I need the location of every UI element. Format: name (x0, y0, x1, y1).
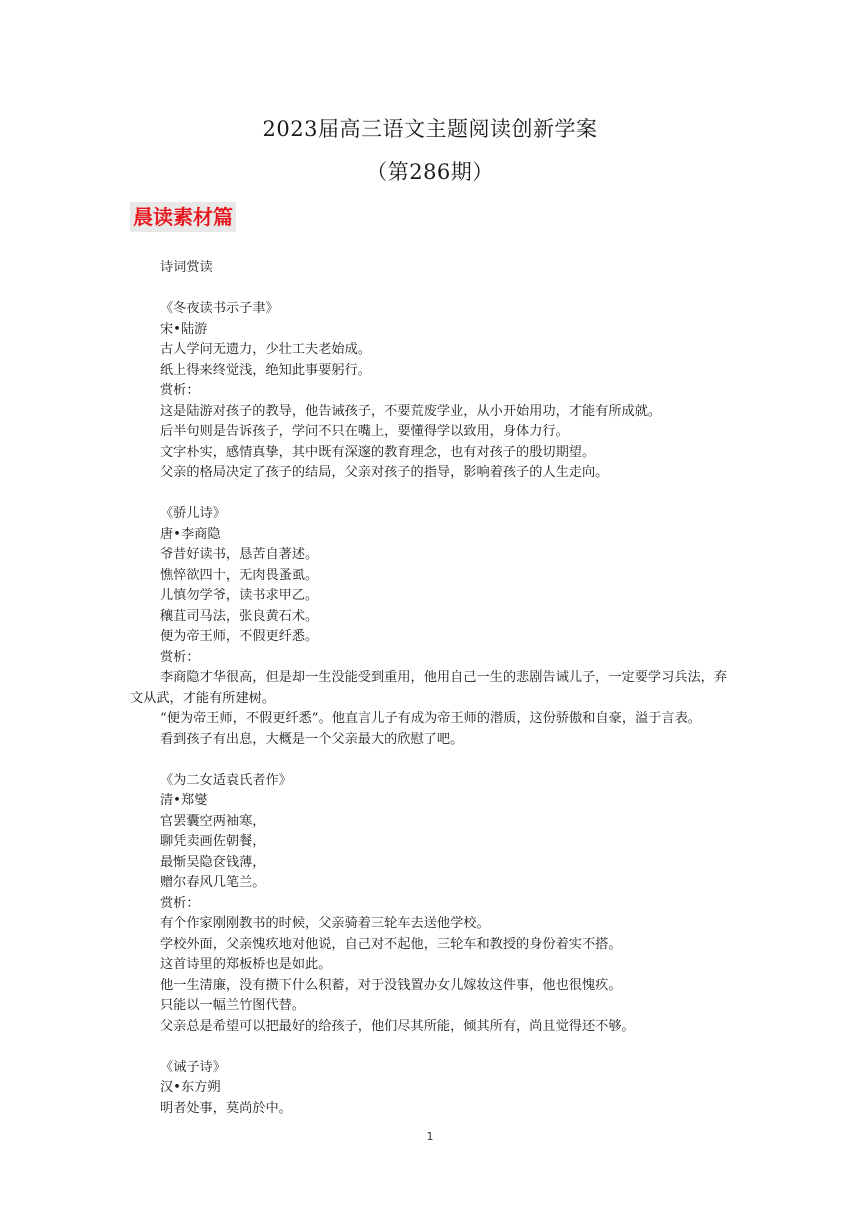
poem-line: 便为帝王师，不假更纤悉。 (160, 629, 319, 644)
appreciation-label: 赏析： (160, 383, 200, 398)
appreciation-text: 后半句则是告诉孩子，学问不只在嘴上，要懂得学以致用，身体力行。 (160, 424, 569, 439)
poem-line: 古人学问无遗力，少壮工夫老始成。 (160, 342, 371, 357)
poem-title: 《诫子诗》 (160, 1059, 226, 1075)
poem-line: 赠尔春风几笔兰。 (160, 875, 266, 890)
poem-author: 汉•东方朔 (160, 1080, 221, 1095)
poem-line: 爷昔好读书，恳苦自著述。 (160, 547, 319, 562)
poem-line: 官罢囊空两袖寒， (160, 813, 266, 829)
issue-number: （第286期） (366, 160, 494, 184)
poem-line: 最惭吴隐奁钱薄， (160, 854, 266, 870)
appreciation-text: “便为帝王师，不假更纤悉”。他直言儿子有成为帝王师的潜质，这份骄傲和自豪，溢于言表。 (160, 711, 701, 726)
appreciation-text: 学校外面，父亲愧疚地对他说，自己对不起他，三轮车和教授的身份着实不搭。 (160, 936, 622, 952)
poem-line: 憔悴欲四十，无肉畏蚤虱。 (160, 567, 319, 583)
appreciation-text: 李商隐才华很高，但是却一生没能受到重用，他用自己一生的悲剧告诫儿子，一定要学习兵法，弃文从武，才能有所建树。 (130, 670, 728, 706)
appreciation-label: 赏析： (160, 649, 200, 665)
appreciation-text: 看到孩子有出息，大概是一个父亲最大的欣慰了吧。 (160, 731, 464, 747)
appreciation-text: 只能以一幅兰竹图代替。 (160, 998, 306, 1013)
poem-author: 唐•李商隐 (160, 526, 221, 542)
page-number: 1 (426, 1130, 434, 1143)
poem-line: 聊凭卖画佐朝餐， (160, 834, 266, 849)
appreciation-text: 这是陆游对孩子的教导，他告诫孩子，不要荒废学业，从小开始用功，才能有所成就。 (160, 403, 662, 419)
document-title: 2023届高三语文主题阅读创新学案 (262, 117, 598, 141)
poem-line: 纸上得来终觉浅，绝知此事要躬行。 (160, 362, 371, 378)
poem-title: 《骄儿诗》 (160, 506, 226, 521)
poem-title: 《为二女适袁氏者作》 (160, 772, 292, 788)
body-text (130, 258, 732, 1119)
poem-author: 宋•陆游 (160, 321, 208, 337)
appreciation-text: 他一生清廉，没有攒下什么积蓄，对于没钱置办女儿嫁妆这件事，他也很愧疚。 (160, 977, 622, 993)
appreciation-label: 赏析： (160, 895, 200, 911)
appreciation-text: 父亲总是希望可以把最好的给孩子，他们尽其所能，倾其所有，尚且觉得还不够。 (160, 1018, 635, 1034)
poem-line: 穰苴司马法，张良黄石术。 (160, 608, 319, 624)
section-heading: 诗词赏读 (160, 260, 213, 275)
appreciation-text: 父亲的格局决定了孩子的结局，父亲对孩子的指导，影响着孩子的人生走向。 (160, 465, 609, 480)
appreciation-text: 这首诗里的郑板桥也是如此。 (160, 957, 332, 972)
appreciation-text: 有个作家刚刚教书的时候，父亲骑着三轮车去送他学校。 (160, 916, 490, 931)
poem-line: 儿慎勿学爷，读书求甲乙。 (160, 588, 319, 603)
appreciation-text: 文字朴实，感情真挚，其中既有深邃的教育理念，也有对孩子的殷切期望。 (160, 444, 596, 460)
poem-author: 清•郑燮 (160, 793, 208, 808)
section-label: 晨读素材篇 (130, 202, 236, 232)
poem-line: 明者处事，莫尚於中。 (160, 1100, 292, 1116)
poem-title: 《冬夜读书示子聿》 (160, 301, 279, 316)
